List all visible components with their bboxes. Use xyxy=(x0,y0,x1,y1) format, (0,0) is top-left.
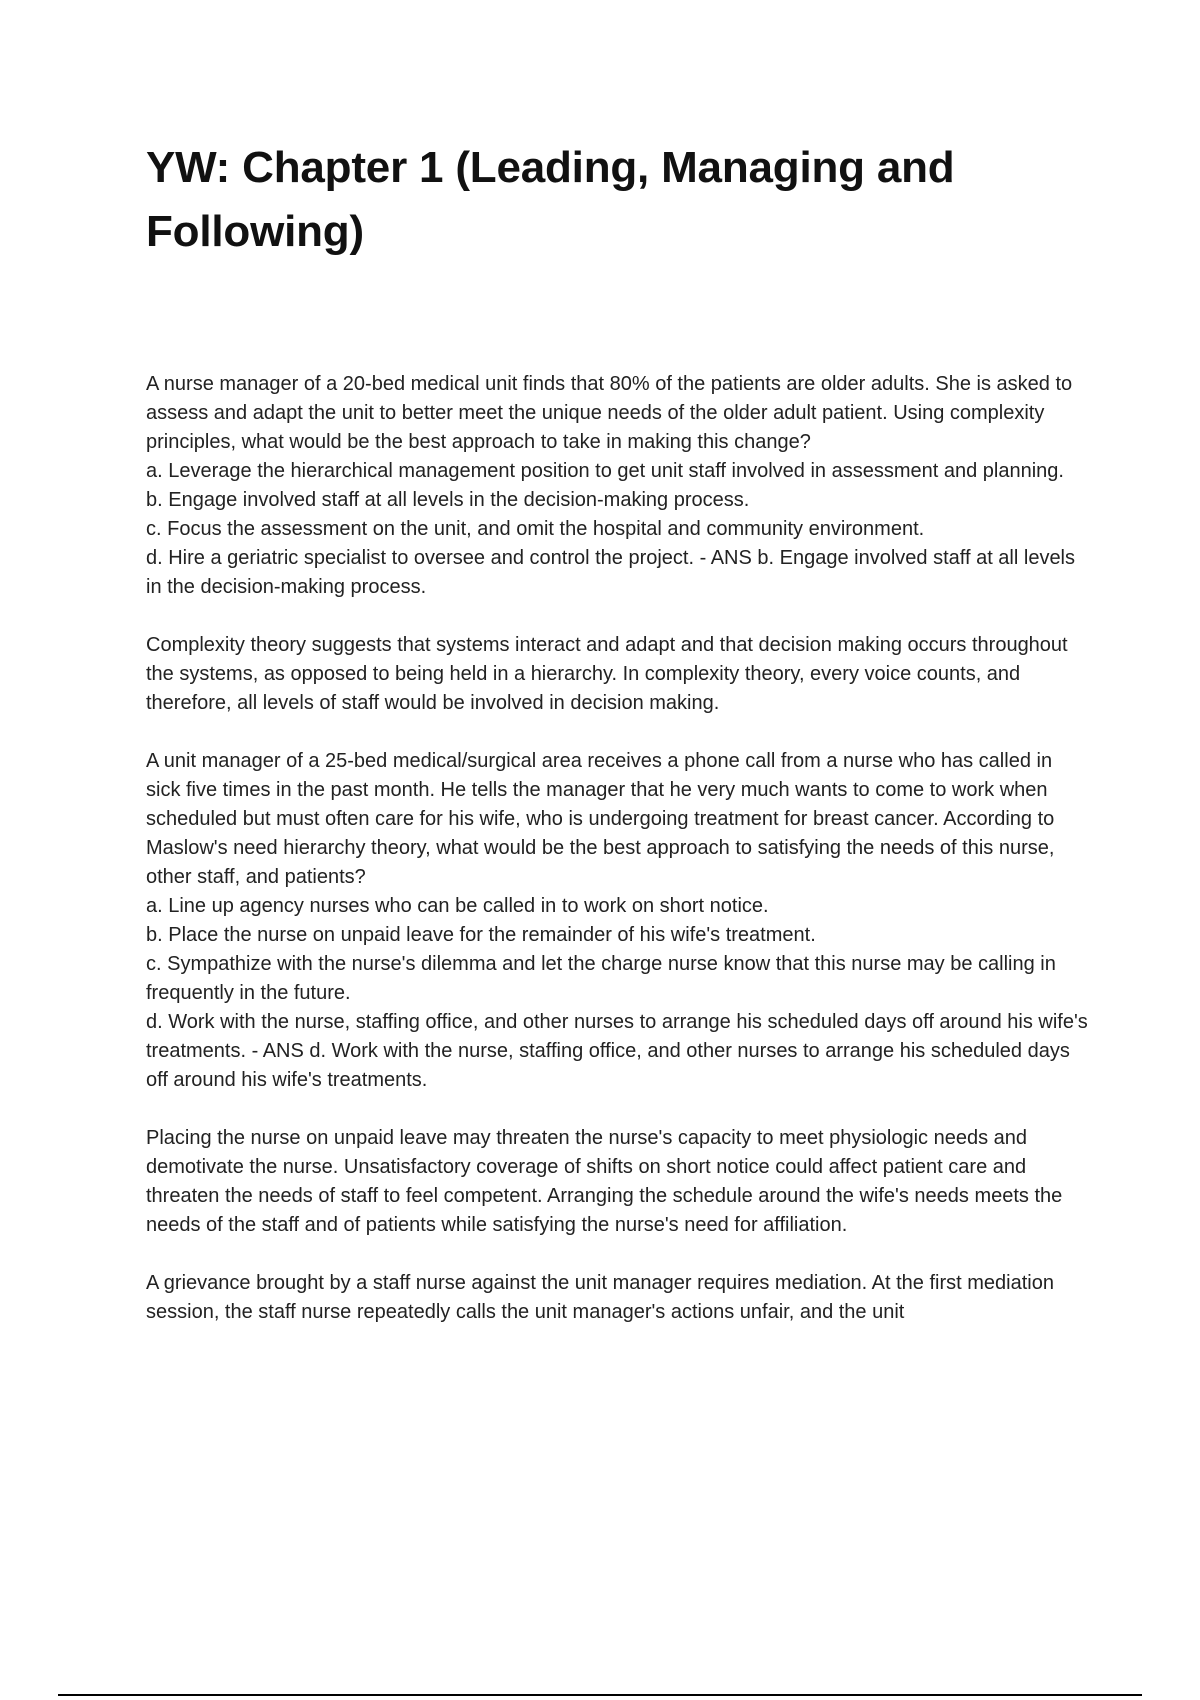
rationale-2-block xyxy=(146,1124,1091,1240)
page-title: YW: Chapter 1 (Leading, Managing and Following) xyxy=(146,143,955,256)
document-body xyxy=(146,370,1091,1356)
question-1-stem: A nurse manager of a 20-bed medical unit finds that 80% of the patients are older adults. She is asked to assess and adapt the unit to better meet the unique needs of the older adult patient. Using complexity principles, what would be the best approach to take in making this change? xyxy=(146,373,1073,453)
question-1-option-d-answer: d. Hire a geriatric specialist to oversee and control the project. - ANS b. Engage involved staff at all levels in the decision-making process. xyxy=(146,547,1076,598)
question-2-option-a: a. Line up agency nurses who can be called in to work on short notice. xyxy=(146,895,769,917)
question-3-stem: A grievance brought by a staff nurse against the unit manager requires mediation. At the first mediation session, the staff nurse repeatedly calls the unit manager's actions unfair, and the unit xyxy=(146,1272,1054,1323)
question-1-option-b: b. Engage involved staff at all levels in the decision-making process. xyxy=(146,489,750,511)
question-2-option-d-answer: d. Work with the nurse, staffing office, and other nurses to arrange his scheduled days off around his wife's treatments. - ANS d. Work with the nurse, staffing office, and other nurses to arrange his scheduled days off around his wife's treatments. xyxy=(146,1011,1088,1091)
question-2-option-c: c. Sympathize with the nurse's dilemma and let the charge nurse know that this nurse may be calling in frequently in the future. xyxy=(146,953,1056,1004)
question-2-option-b: b. Place the nurse on unpaid leave for the remainder of his wife's treatment. xyxy=(146,924,816,946)
question-1-option-a: a. Leverage the hierarchical management position to get unit staff involved in assessment and planning. xyxy=(146,460,1064,482)
question-1-option-c: c. Focus the assessment on the unit, and omit the hospital and community environment. xyxy=(146,518,925,540)
rationale-1-text: Complexity theory suggests that systems interact and adapt and that decision making occurs throughout the systems, as opposed to being held in a hierarchy. In complexity theory, every voice counts, and therefore, all levels of staff would be involved in decision making. xyxy=(146,634,1068,714)
question-2-block xyxy=(146,747,1091,1095)
question-1-block xyxy=(146,370,1091,602)
page-bottom-divider xyxy=(58,1694,1142,1696)
question-3-block xyxy=(146,1269,1091,1327)
question-2-stem: A unit manager of a 25-bed medical/surgical area receives a phone call from a nurse who has called in sick five times in the past month. He tells the manager that he very much wants to come to work when scheduled but must often care for his wife, who is undergoing treatment for breast cancer. According to Maslow's need hierarchy theory, what would be the best approach to satisfying the needs of this nurse, other staff, and patients? xyxy=(146,750,1055,888)
rationale-1-block xyxy=(146,631,1091,718)
rationale-2-text: Placing the nurse on unpaid leave may threaten the nurse's capacity to meet physiologic needs and demotivate the nurse. Unsatisfactory coverage of shifts on short notice could affect patient care and threaten the needs of staff to feel competent. Arranging the schedule around the wife's needs meets the needs of the staff and of patients while satisfying the nurse's need for affiliation. xyxy=(146,1127,1063,1236)
